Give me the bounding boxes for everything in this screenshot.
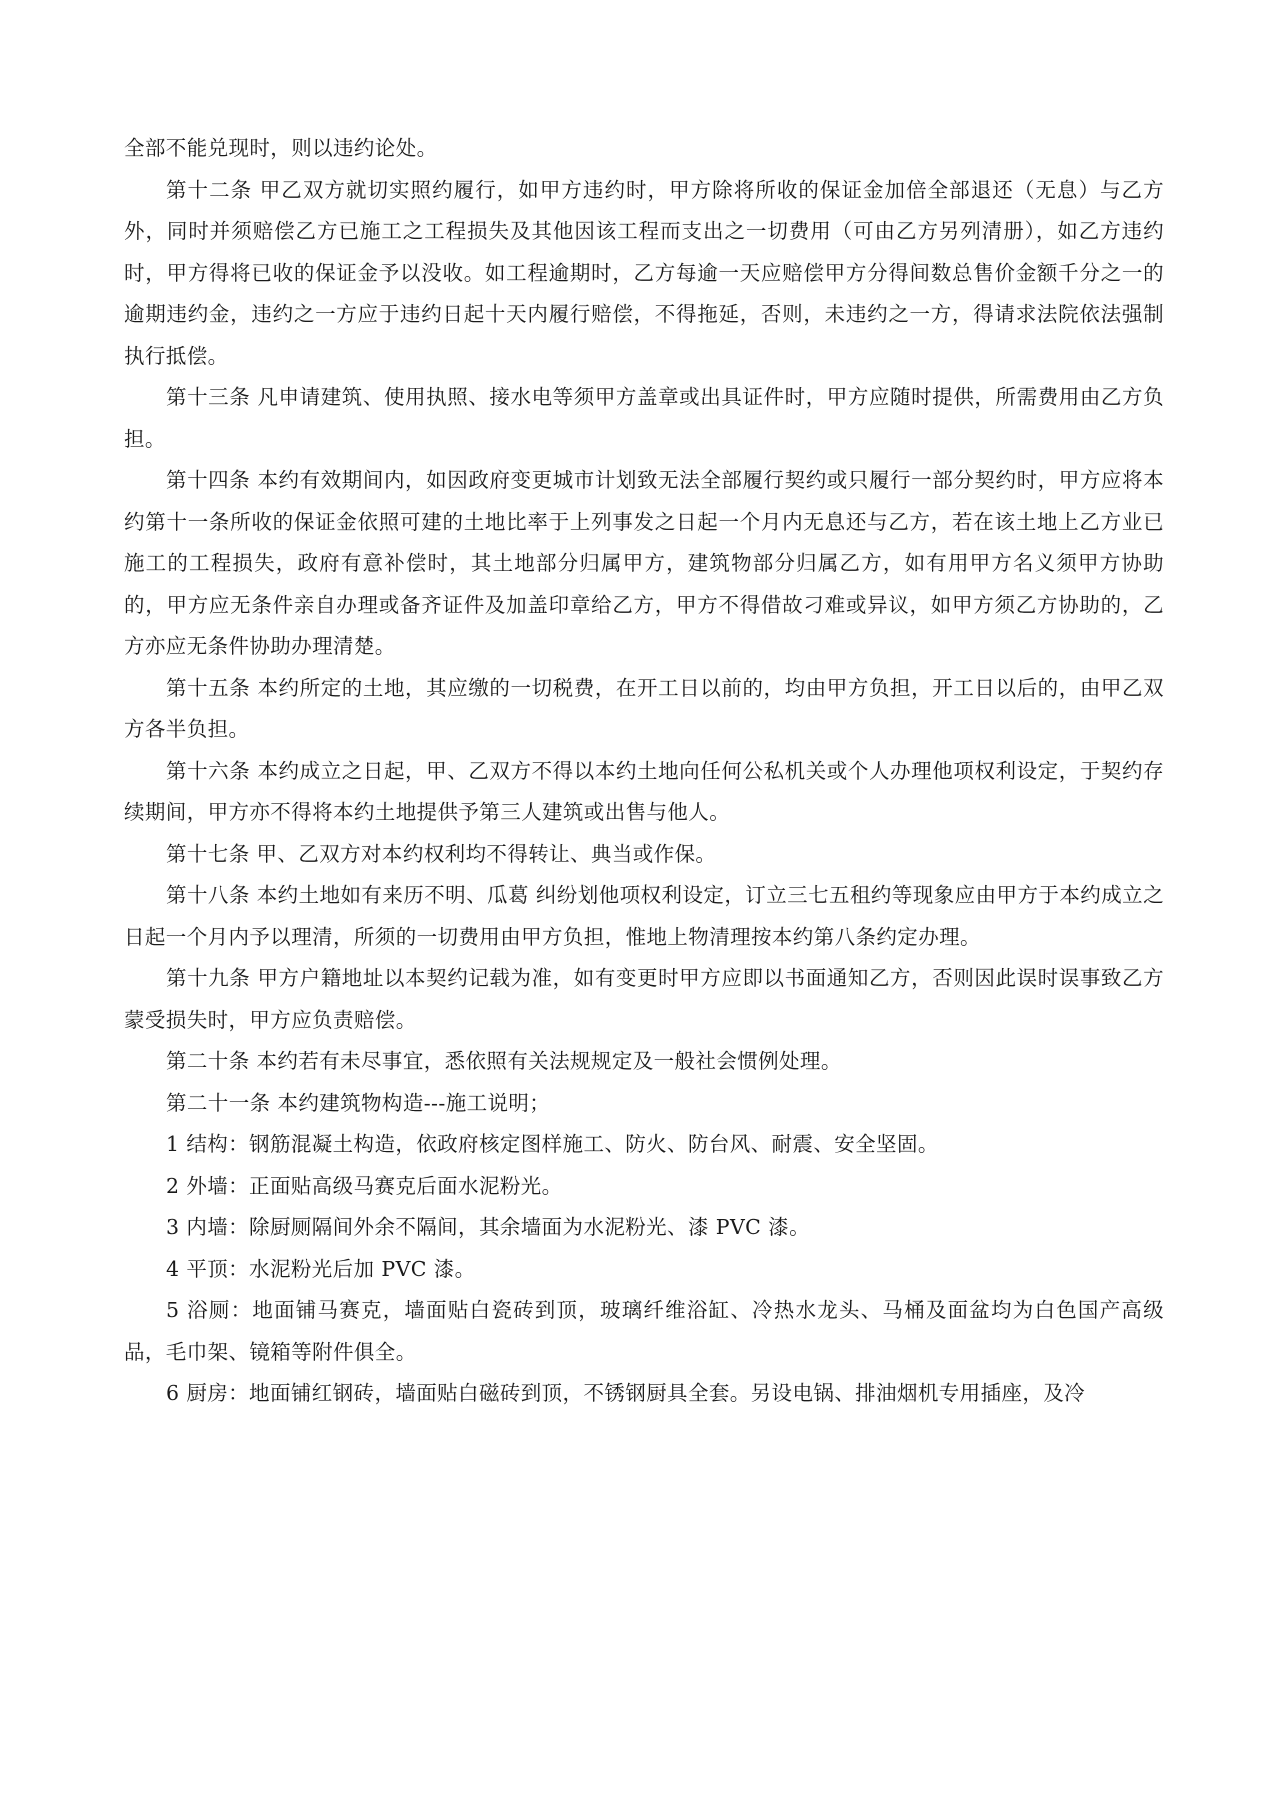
list-item-structure: 1 结构：钢筋混凝土构造，依政府核定图样施工、防火、防台风、耐震、安全坚固。 <box>166 1132 939 1156</box>
paragraph-continuation: 全部不能兑现时，则以违约论处。 <box>124 136 438 160</box>
paragraph-article-12: 第十二条 甲乙双方就切实照约履行，如甲方违约时，甲方除将所收的保证金加倍全部退还（无息）与乙方外，同时并须赔偿乙方已施工之工程损失及其他因该工程而支出之一切费用（可由乙方另列清册），如乙方违约时，甲方得将已收的保证金予以没收。如工程逾期时，乙方每逾一天应赔偿甲方分得间数总售价金额千分之一的逾期违约金，违约之一方应于违约日起十天内履行赔偿，不得拖延，否则，未违约之一方，得请求法院依法强制执行抵偿。 <box>124 177 1164 368</box>
list-item-ceiling: 4 平顶：水泥粉光后加 PVC 漆。 <box>166 1256 476 1281</box>
paragraph-article-13: 第十三条 凡申请建筑、使用执照、接水电等须甲方盖章或出具证件时，甲方应随时提供，所需费用由乙方负担。 <box>124 385 1164 451</box>
paragraph-article-19: 第十九条 甲方户籍地址以本契约记载为准，如有变更时甲方应即以书面通知乙方，否则因此误时误事致乙方蒙受损失时，甲方应负责赔偿。 <box>124 966 1164 1032</box>
list-item-interior-wall: 3 内墙：除厨厕隔间外余不隔间，其余墙面为水泥粉光、漆 PVC 漆。 <box>166 1215 810 1239</box>
list-item-kitchen: 6 厨房：地面铺红钢砖，墙面贴白磁砖到顶，不锈钢厨具全套。另设电锅、排油烟机专用插座，及冷 <box>166 1381 1086 1405</box>
paragraph-article-14: 第十四条 本约有效期间内，如因政府变更城市计划致无法全部履行契约或只履行一部分契约时，甲方应将本约第十一条所收的保证金依照可建的土地比率于上列事发之日起一个月内无息还与乙方，若在该土地上乙方业已施工的工程损失，政府有意补偿时，其土地部分归属甲方，建筑物部分归属乙方，如有用甲方名义须甲方协助的，甲方应无条件亲自办理或备齐证件及加盖印章给乙方，甲方不得借故刁难或异议，如甲方须乙方协助的，乙方亦应无条件协助办理清楚。 <box>124 468 1164 658</box>
list-item-exterior-wall: 2 外墙：正面贴高级马赛克后面水泥粉光。 <box>166 1173 563 1198</box>
document-body <box>124 128 1164 1415</box>
paragraph-article-20: 第二十条 本约若有未尽事宜，悉依照有关法规规定及一般社会惯例处理。 <box>166 1049 842 1073</box>
paragraph-article-18: 第十八条 本约土地如有来历不明、瓜葛 纠纷划他项权利设定，订立三七五租约等现象应由甲方于本约成立之日起一个月内予以理清，所须的一切费用由甲方负担，惟地上物清理按本约第八条约定办理。 <box>124 883 1164 949</box>
paragraph-article-15: 第十五条 本约所定的土地，其应缴的一切税费，在开工日以前的，均由甲方负担，开工日以后的，由甲乙双方各半负担。 <box>124 675 1164 741</box>
paragraph-article-17: 第十七条 甲、乙双方对本约权利均不得转让、典当或作保。 <box>166 841 717 866</box>
paragraph-article-21: 第二十一条 本约建筑物构造---施工说明； <box>166 1090 551 1115</box>
paragraph-article-16: 第十六条 本约成立之日起，甲、乙双方不得以本约土地向任何公私机关或个人办理他项权利设定，于契约存续期间，甲方亦不得将本约土地提供予第三人建筑或出售与他人。 <box>124 758 1164 824</box>
list-item-bathroom: 5 浴厕：地面铺马赛克，墙面贴白瓷砖到顶，玻璃纤维浴缸、冷热水龙头、马桶及面盆均为白色国产高级品，毛巾架、镜箱等附件俱全。 <box>124 1298 1164 1364</box>
